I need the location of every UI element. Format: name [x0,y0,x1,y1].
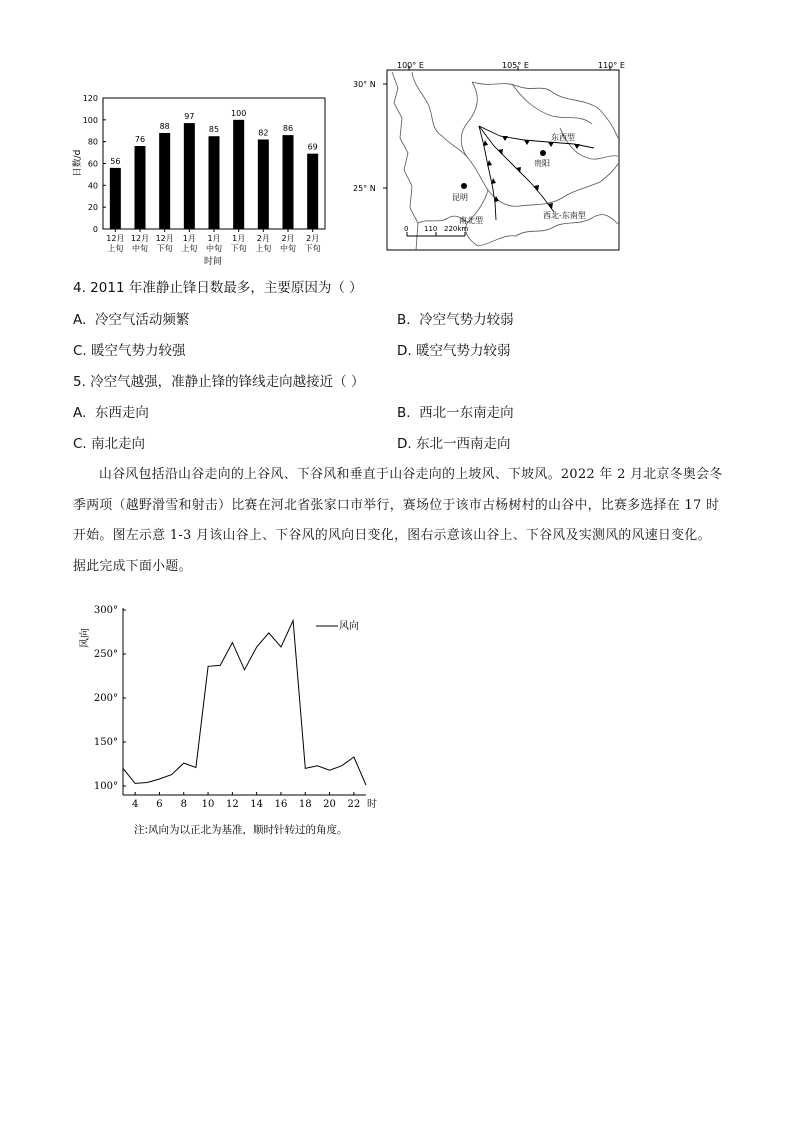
lat-label-25: 25° N [353,184,376,193]
bar-x-tick-label-month: 12月 [155,234,174,243]
option-text: 东西走向 [94,405,149,421]
front-lines [479,126,594,220]
bar-y-tick-label: 120 [82,94,98,103]
line-x-tick-label: 20 [323,799,336,810]
bar-x-tick-label-period: 上旬 [107,244,124,253]
scale-bar [404,225,468,236]
option-text: 东北一西南走向 [415,436,511,452]
line-x-tick-label: 14 [250,799,264,810]
city-label-guiyang: 贵阳 [534,159,550,168]
line-x-tick-label: 16 [274,799,288,810]
bar-y-tick-label: 100 [82,115,98,125]
bar-x-tick-label-month: 1月 [207,234,221,243]
question-5-option-d[interactable] [397,432,510,452]
line-x-tick-label: 12 [225,799,239,810]
line-x-tick-label: 22 [347,799,361,810]
line-y-tick-label: 300° [93,605,118,616]
line-y-tick-label: 100° [93,781,118,792]
bar-x-tick-label-month: 2月 [306,234,320,243]
passage: 山谷风包括沿山谷走向的上谷风、下谷风和垂直于山谷走向的上坡风、下坡风。2022 年 2 月北京冬奥会冬季两项（越野滑雪和射击）比赛在河北省张家口市举行，赛场位于该市古杨树村的山谷中，比赛多选择在 17 时开始。图左示意 1-3 月该山谷上、下谷风的风向日变化，图右示意该山谷上、下谷风及实测风的风速日变化。据此完成下面小题。 [73,467,723,574]
map-frame [387,70,619,250]
bar-x-tick-label-period: 上旬 [181,244,198,253]
bar-value-label: 88 [159,121,170,131]
front-label-north-south: 南北型 [459,216,483,225]
line-x-tick-label: 6 [156,799,163,810]
front-label-east-west: 东西型 [551,133,575,142]
bar-x-tick-label-period: 中旬 [280,244,296,253]
question-5-option-a[interactable] [73,401,149,421]
wind-direction-series-line [123,621,366,786]
bar-y-tick-label: 60 [87,159,98,169]
option-letter: C. [73,436,87,452]
bar [135,146,146,229]
option-text: 南北走向 [91,436,146,452]
bar-x-tick-label-period: 下旬 [304,244,321,253]
line-y-tick-label: 150° [93,737,118,748]
option-letter: A. [73,405,87,421]
line-x-tick-label: 4 [131,799,139,810]
scale-110: 110 [424,225,438,233]
city-kunming-marker [461,183,467,189]
bar [184,123,195,229]
line-y-tick-label: 200° [93,693,118,704]
bar [283,135,294,229]
bar-x-tick-label-period: 下旬 [230,244,247,253]
option-text: 暖空气势力较弱 [415,343,511,359]
scale-220: 220km [444,225,469,233]
question-4-option-b[interactable] [397,308,514,328]
bar-value-label: 97 [184,112,195,122]
option-text: 冷空气活动频繁 [94,312,190,328]
bar-x-tick-label-period: 下旬 [156,244,173,253]
bar-x-tick-label-month: 12月 [130,234,150,243]
question-5-stem: 5. 冷空气越强，准静止锋的锋线走向越接近（ ） [73,374,365,390]
city-guiyang-marker [540,150,546,156]
bar-value-label: 100 [231,108,247,118]
bar-chart [60,88,350,272]
bar-value-label: 56 [110,156,121,166]
question-4-option-c[interactable] [73,339,186,359]
option-letter: A. [73,312,87,328]
option-text: 西北一东南走向 [419,405,514,421]
bar-x-tick-label-period: 中旬 [206,244,222,253]
bar-x-tick-label-period: 中旬 [132,244,148,253]
option-letter: C. [73,343,87,359]
front-symbols [483,136,580,209]
bar-y-tick-label: 80 [87,137,98,147]
bar-value-label: 82 [258,128,269,138]
line-x-tick-label: 18 [298,799,312,810]
line-x-tick-label: 10 [201,799,215,810]
bar-y-tick-label: 0 [92,225,98,234]
question-4-option-d[interactable] [397,339,510,359]
lat-label-30: 30° N [353,80,376,89]
question-4-stem: 4. 2011 年准静止锋日数最多，主要原因为（ ） [73,280,363,296]
bar [258,139,269,229]
bar-x-tick-label-month: 2月 [281,234,295,243]
bar-x-axis-label: 时间 [203,257,223,267]
question-4-option-a[interactable] [73,308,189,328]
option-text: 暖空气势力较强 [91,343,186,359]
wind-direction-chart [76,598,386,844]
bar [159,133,170,229]
bar-x-tick-label-month: 1月 [232,234,246,243]
front-label-northwest-southeast: 西北-东南型 [543,211,586,220]
bar-y-tick-label: 20 [87,203,98,213]
bar-value-label: 69 [307,142,318,152]
question-5-option-b[interactable] [397,401,514,421]
line-y-axis-label: 风向 [80,628,91,648]
bar [307,154,318,229]
bar-value-label: 86 [282,124,294,134]
bar-x-tick-label-month: 2月 [256,234,270,243]
city-label-kunming: 昆明 [452,193,468,202]
lon-label-100: 100° E [397,61,424,70]
bar [110,168,121,229]
lon-label-105: 105° E [502,61,529,70]
bar [233,120,244,229]
option-letter: B. [397,312,411,328]
option-letter: D. [397,436,412,452]
bar-value-label: 85 [208,125,220,135]
bar-x-tick-label-period: 上旬 [255,244,272,253]
bar-x-tick-label-month: 1月 [182,234,196,243]
lon-label-110: 110° E [598,61,625,70]
legend-label: 风向 [339,621,359,632]
bar-y-axis-label: 日数/d [73,149,83,177]
line-y-tick-label: 250° [93,649,118,660]
option-text: 冷空气势力较弱 [419,312,514,328]
line-x-tick-label: 8 [180,799,187,810]
scale-0: 0 [404,225,409,233]
front-map [352,58,632,258]
bar [209,136,220,229]
province-boundaries [392,72,618,250]
option-letter: D. [397,343,412,359]
bar-y-tick-label: 40 [87,181,98,191]
bar-x-tick-label-month: 12月 [106,234,125,243]
line-chart-note: 注:风向为以正北为基准，顺时针转过的角度。 [134,824,348,836]
line-x-unit: 时 [367,799,377,810]
question-5-option-c[interactable] [73,432,145,452]
bar-value-label: 76 [134,135,146,145]
option-letter: B. [397,405,411,421]
front-north-south [479,126,496,220]
